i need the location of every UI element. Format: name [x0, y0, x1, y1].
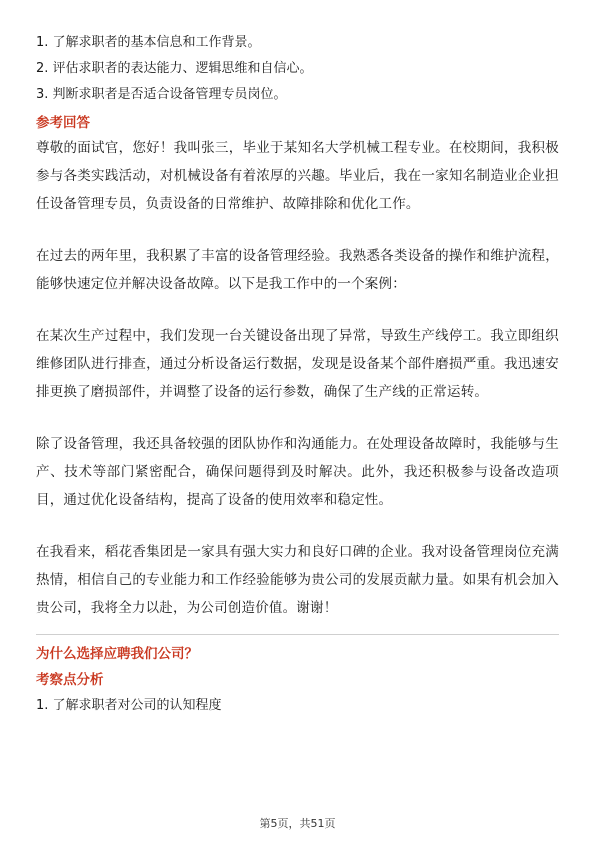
answer-paragraph: 在我看来，稻花香集团是一家具有强大实力和良好口碑的企业。我对设备管理岗位充满热情，相信自己的专业能力和工作经验能够为贵公司的发展贡献力量。如果有机会加入贵公司，我将全力以赴，为公司创造价值。谢谢！ [36, 544, 559, 616]
answer-paragraph: 在某次生产过程中，我们发现一台关键设备出现了异常，导致生产线停工。我立即组织维修团队进行排查，通过分析设备运行数据，发现是设备某个部件磨损严重。我迅速安排更换了磨损部件，并调整了设备的运行参数，确保了生产线的正常运转。 [36, 328, 559, 400]
answer-paragraph: 尊敬的面试官，您好！我叫张三，毕业于某知名大学机械工程专业。在校期间，我积极参与各类实践活动，对机械设备有着浓厚的兴趣。毕业后，我在一家知名制造业企业担任设备管理专员，负责设备的日常维护、故障排除和优化工作。 [36, 140, 559, 212]
section-divider [36, 634, 559, 635]
analysis-heading: 考察点分析 [36, 672, 104, 688]
page-footer: 第5页，共51页 [259, 817, 336, 830]
document-body [36, 30, 559, 719]
question-title: 为什么选择应聘我们公司？ [36, 646, 198, 662]
answer-paragraph: 除了设备管理，我还具备较强的团队协作和沟通能力。在处理设备故障时，我能够与生产、技术等部门紧密配合，确保问题得到及时解决。此外，我还积极参与设备改造项目，通过优化设备结构，提高了设备的使用效率和稳定性。 [36, 436, 559, 508]
answer-paragraph: 在过去的两年里，我积累了丰富的设备管理经验。我熟悉各类设备的操作和维护流程，能够快速定位并解决设备故障。以下是我工作中的一个案例： [36, 248, 559, 292]
answer-heading: 参考回答 [36, 115, 90, 131]
list-item: 2. 评估求职者的表达能力、逻辑思维和自信心。 [36, 61, 313, 76]
list-item: 1. 了解求职者的基本信息和工作背景。 [36, 35, 261, 50]
list-item: 1. 了解求职者对公司的认知程度 [36, 698, 222, 713]
list-item: 3. 判断求职者是否适合设备管理专员岗位。 [36, 87, 287, 102]
